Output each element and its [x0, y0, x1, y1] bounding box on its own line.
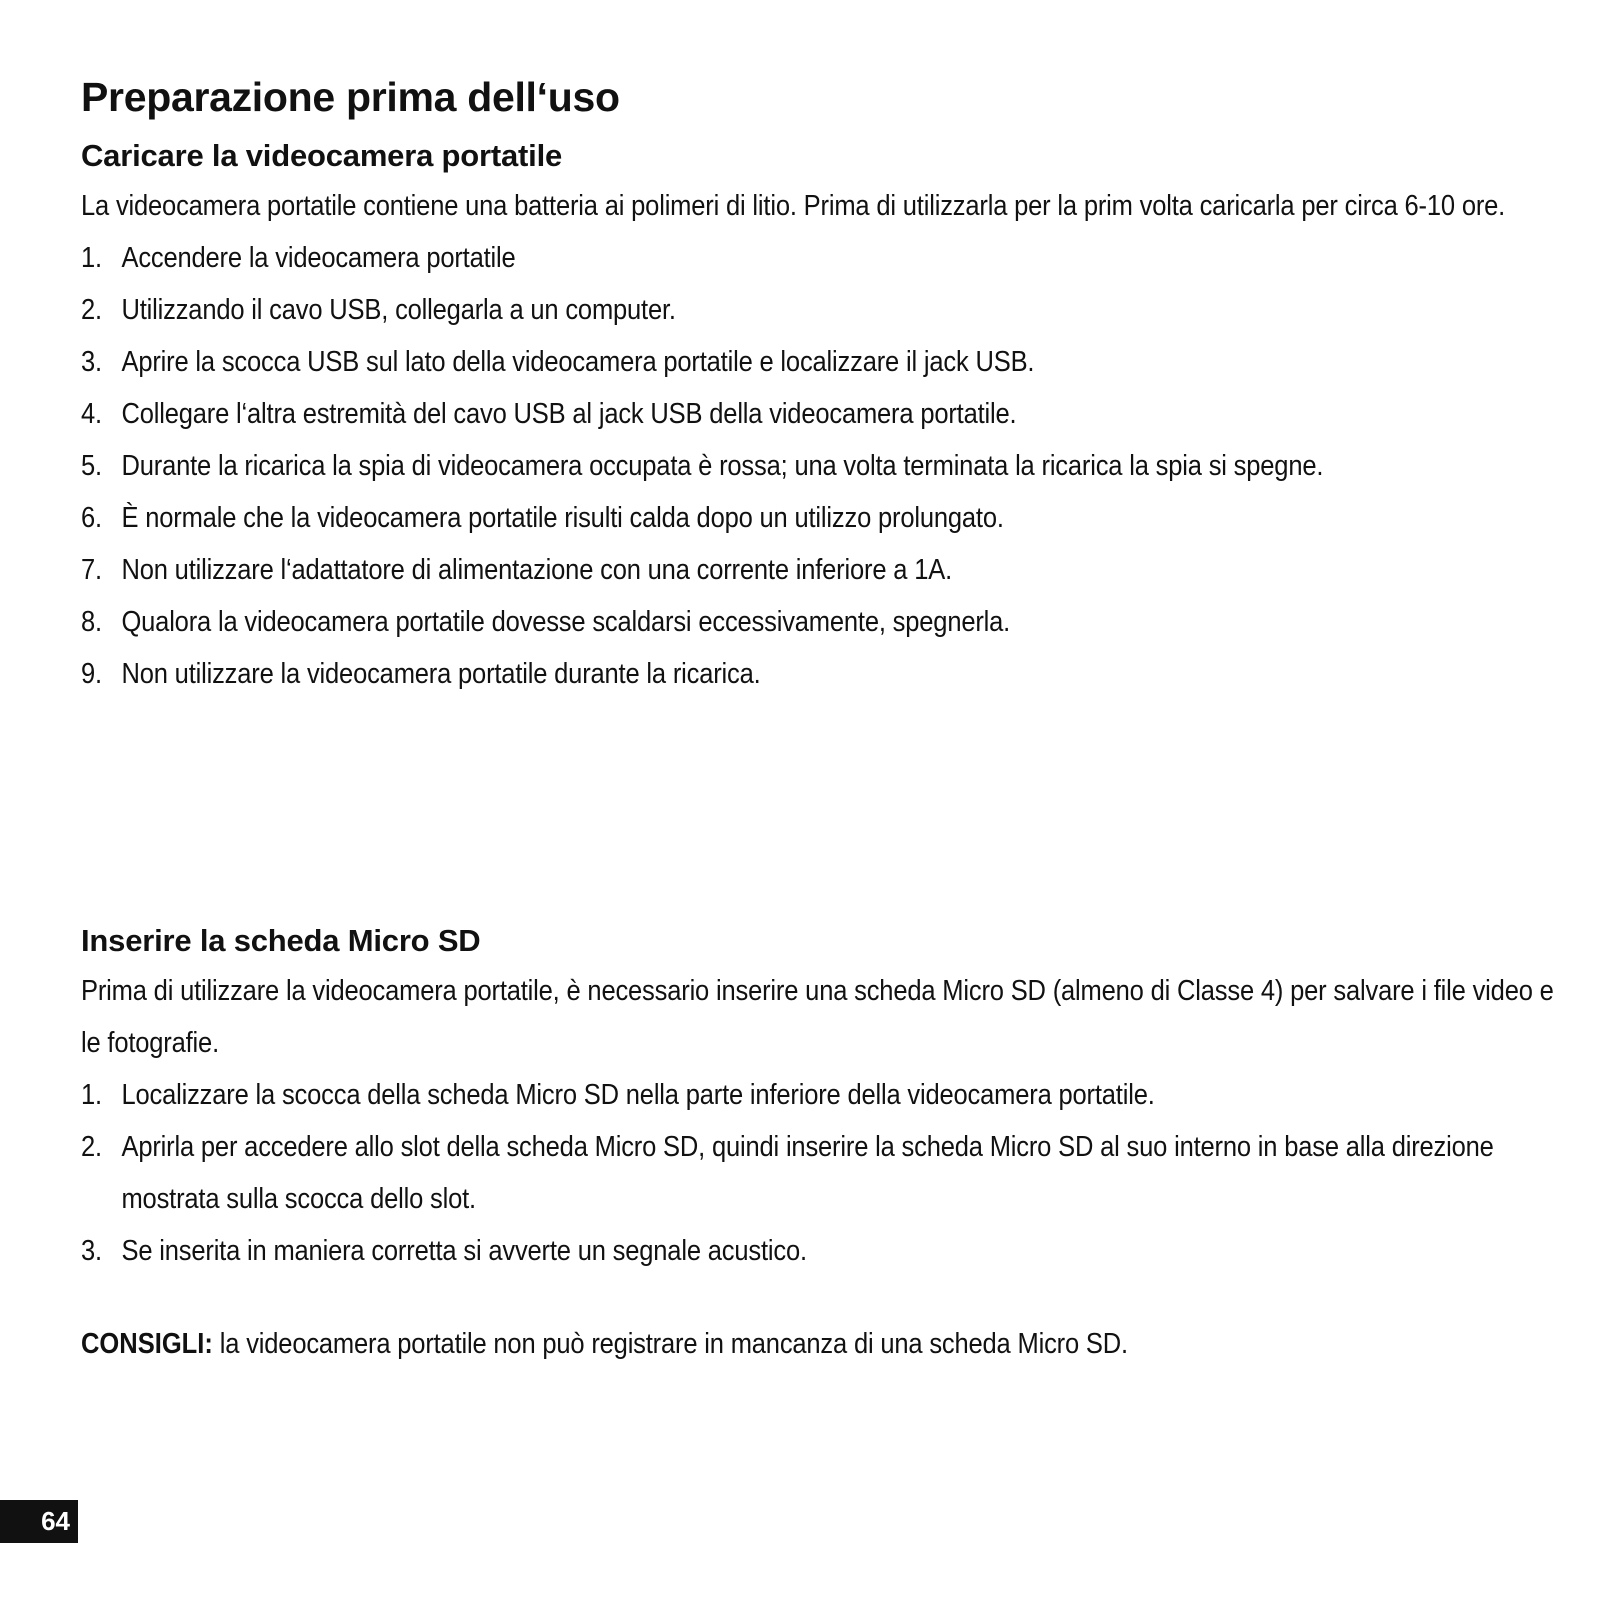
section-body: [81, 965, 1568, 1277]
list-item: [81, 284, 1568, 336]
list-item: [81, 336, 1568, 388]
step-number: 5.: [81, 450, 102, 482]
section-heading: Caricare la videocamera portatile: [81, 138, 563, 173]
section-intro: Prima di utilizzare la videocamera portatile, è necessario inserire una scheda Micro SD (almeno di Classe 4) per salvare i file video e le fotografie.: [81, 975, 1554, 1059]
step-text: Localizzare la scocca della scheda Micro SD nella parte inferiore della videocamera portatile.: [121, 1079, 1155, 1111]
steps-list: [81, 232, 1568, 700]
section-intro: La videocamera portatile contiene una batteria ai polimeri di litio. Prima di utilizzarla per la prim volta caricarla per circa 6-10 ore.: [81, 190, 1506, 222]
section-body: [81, 180, 1568, 700]
list-item: [81, 648, 1568, 700]
step-number: 2.: [81, 1131, 102, 1163]
steps-list: [81, 1069, 1568, 1277]
list-item: [81, 388, 1568, 440]
list-item: [81, 440, 1568, 492]
step-text: Utilizzando il cavo USB, collegarla a un computer.: [121, 294, 676, 326]
step-number: 3.: [81, 346, 102, 378]
tips-label: CONSIGLI:: [81, 1328, 213, 1360]
step-number: 3.: [81, 1235, 102, 1267]
step-text: Qualora la videocamera portatile dovesse scaldarsi eccessivamente, spegnerla.: [121, 606, 1011, 638]
step-number: 2.: [81, 294, 102, 326]
list-item: [81, 1225, 1568, 1277]
step-text: Non utilizzare l‘adattatore di alimentazione con una corrente inferiore a 1A.: [121, 554, 952, 586]
step-text: È normale che la videocamera portatile risulti calda dopo un utilizzo prolungato.: [121, 502, 1004, 534]
section-heading: Inserire la scheda Micro SD: [81, 923, 481, 958]
tips-text: la videocamera portatile non può registrare in mancanza di una scheda Micro SD.: [212, 1328, 1128, 1360]
list-item: [81, 596, 1568, 648]
step-number: 8.: [81, 606, 102, 638]
step-text: Durante la ricarica la spia di videocamera occupata è rossa; una volta terminata la ricarica la spia si spegne.: [121, 450, 1324, 482]
page-title: Preparazione prima dell‘uso: [81, 74, 620, 120]
list-item: [81, 492, 1568, 544]
step-text: Accendere la videocamera portatile: [121, 242, 516, 274]
section-charging: [81, 132, 1571, 700]
step-number: 1.: [81, 242, 102, 274]
step-number: 7.: [81, 554, 102, 586]
step-text: Aprire la scocca USB sul lato della videocamera portatile e localizzare il jack USB.: [121, 346, 1035, 378]
step-text: Se inserita in maniera corretta si avverte un segnale acustico.: [121, 1235, 807, 1267]
step-text: Collegare l‘altra estremità del cavo USB al jack USB della videocamera portatile.: [121, 398, 1017, 430]
list-item: [81, 232, 1568, 284]
step-text: Aprirla per accedere allo slot della scheda Micro SD, quindi inserire la scheda Micro SD al suo interno in base alla direzione mostrata sulla scocca dello slot.: [121, 1131, 1494, 1215]
section-micro-sd: [81, 917, 1571, 1277]
list-item: [81, 544, 1568, 596]
page-number-badge: [0, 1500, 78, 1543]
step-text: Non utilizzare la videocamera portatile durante la ricarica.: [121, 658, 761, 690]
step-number: 1.: [81, 1079, 102, 1111]
step-number: 6.: [81, 502, 102, 534]
list-item: [81, 1069, 1568, 1121]
page-number: 64: [41, 1506, 70, 1536]
list-item: [81, 1121, 1568, 1225]
step-number: 4.: [81, 398, 102, 430]
tips-note: [81, 1318, 1568, 1370]
step-number: 9.: [81, 658, 102, 690]
